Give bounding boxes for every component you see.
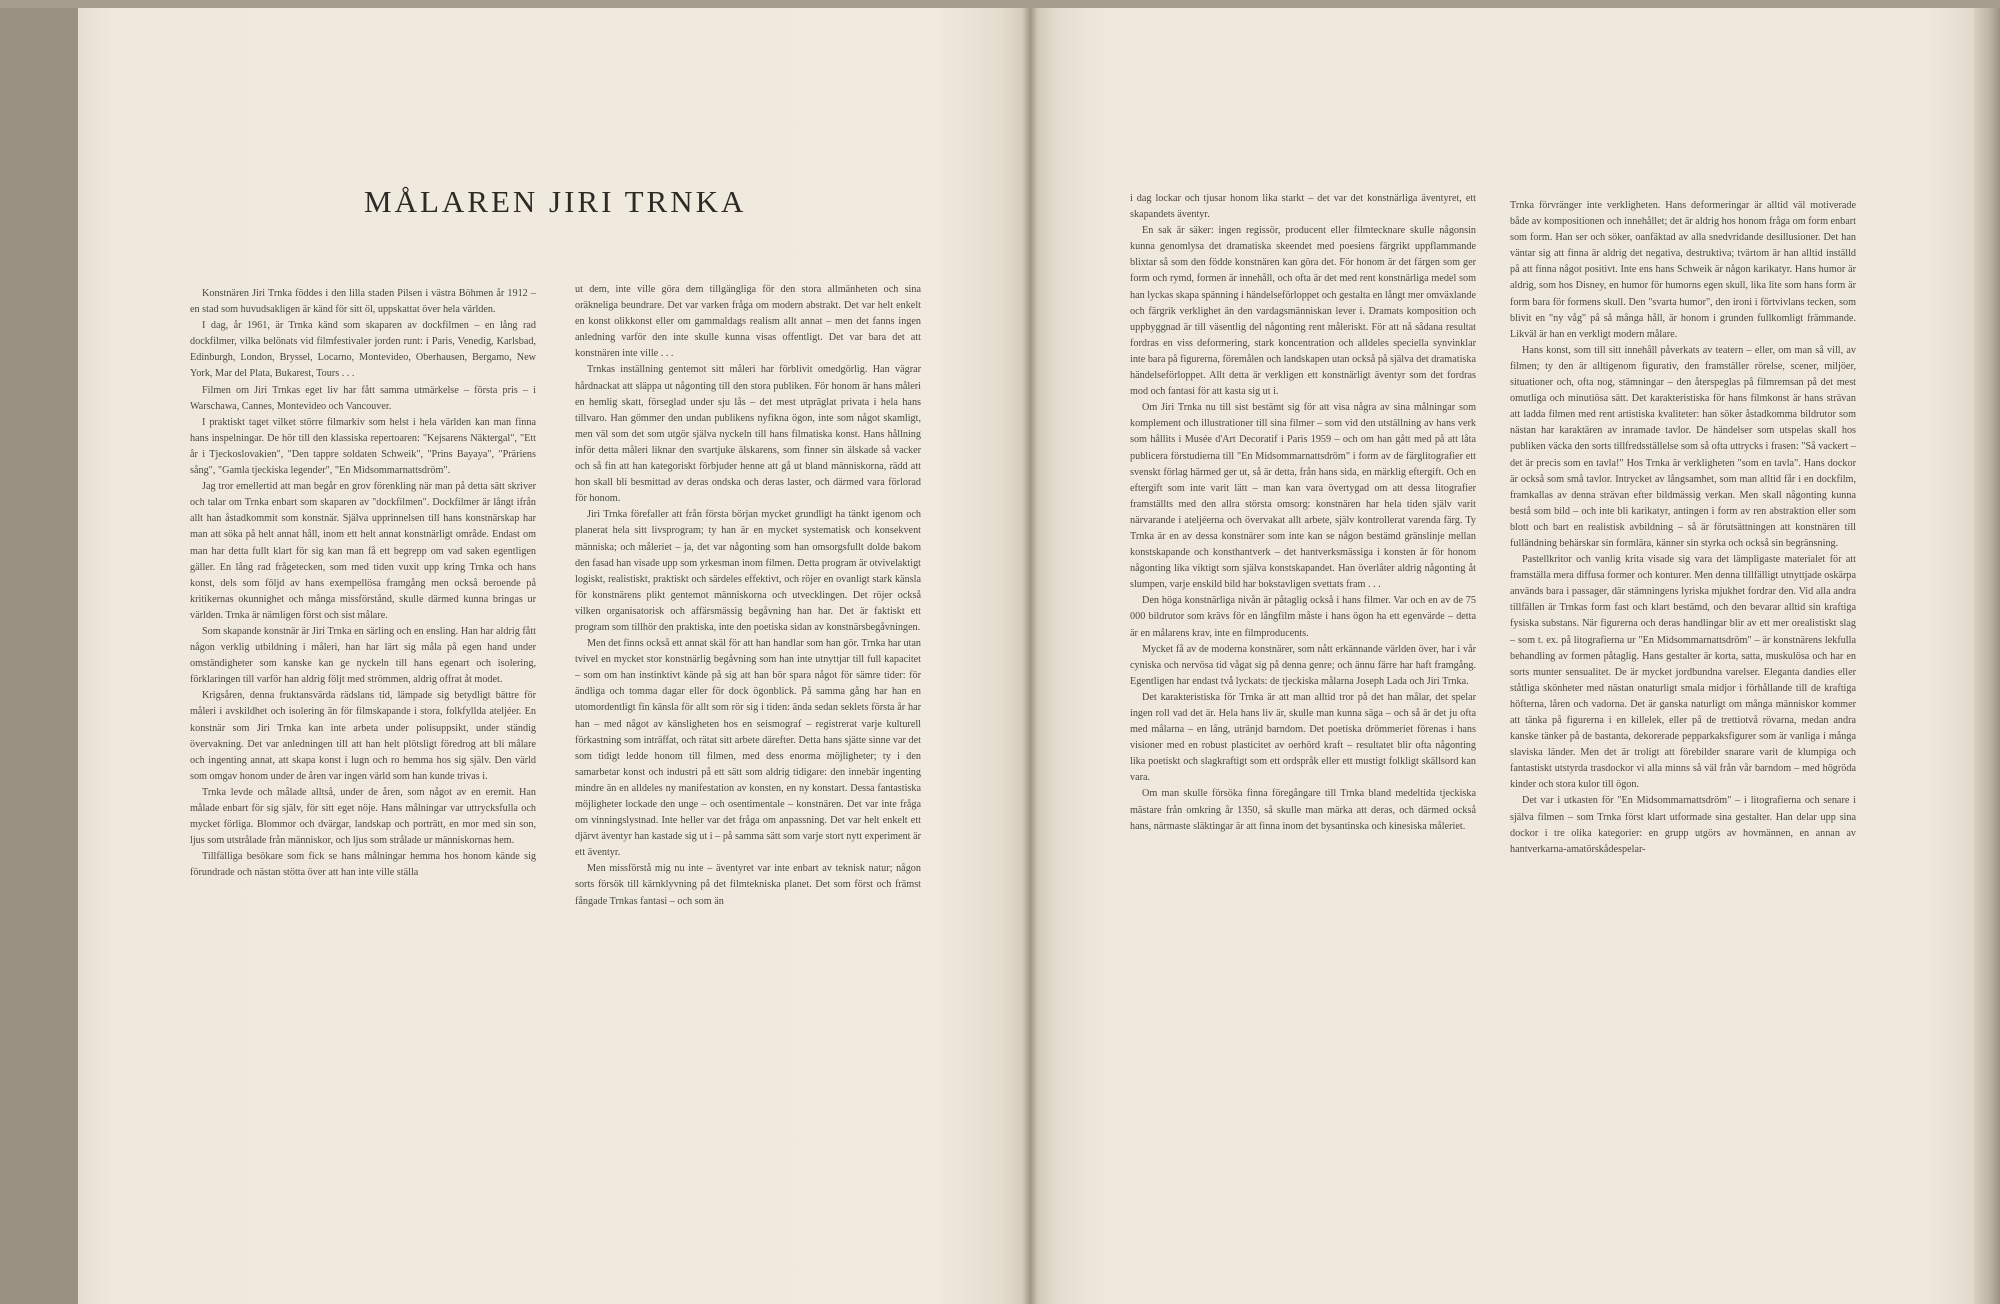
paragraph: Det karakteristiska för Trnka är att man alltid tror på det han målar, det spelar ingen roll vad det är. Hela hans liv är, skulle man kunna säga – och så är det ju ofta med målarna – en lång, utränjd barndom. Det poetiska drömmeriet förenas i hans visioner med en robust plasticitet av oerhörd kraft – resultatet blir ofta någonting lika poetiskt och slagkraftigt som ett ordspråk eller ett mustigt folkligt skällsord kan vara. [1130,691,1476,784]
paragraph: Mycket få av de moderna konstnärer, som nått erkännande världen över, har i vår cyniska och nervösa tid vågat sig på denna genre; och ännu färre har haft framgång. Egentligen har endast två lyckats: de tjeckiska målarna Joseph Lada och Jiri Trnka. [1130,643,1476,687]
article-title: MÅLAREN JIRI TRNKA [364,184,747,219]
book-gutter [1022,8,1038,1304]
paragraph: Trnkas inställning gentemot sitt måleri har förblivit omedgörlig. Han vägrar hårdnackat att släppa ut någonting till den stora publiken. För honom är hans måleri en hemlig skatt, förseglad under sju lås – det mest utpräglat privata i hela hans tillvaro. Han gömmer den undan publikens nyfikna ögon, inte som något skamligt, men väl som det som utgör själva nyckeln till hans filmatiska konst. Hans hållning inför detta måleri liknar den svartjuke älskarens, som finner sin älskade så vacker och så fin att han kategoriskt förbjuder henne att gå ut bland människorna, rädd att hon skall bli besmittad av deras ondska och deras laster, och därmed vara förlorad för honom. [575,364,921,505]
paragraph: Pastellkritor och vanlig krita visade sig vara det lämpligaste materialet för att framställa mera diffusa former och konturer. Men denna tillfälligt utnyttjade oskärpa används bara i passager, där stämningens lyriska mjukhet fordrar den. Vid alla andra tillfällen är Trnkas form fast och klart bestämd, och den bevarar alltid sin kraftiga fysiska substans. När figurerna och deras handlingar blir av ett mer orealistiskt slag – som t. ex. på litografierna ur "En Midsommarnattsdröm" – är konstnärens lekfulla behandling av formen påtaglig. Hans gestalter är korta, satta, muskulösa och har en sorts munter sensualitet. De är mycket jordbundna varelser. Eleganta dandies eller ståtliga skönheter med nästan onaturligt smala midjor i förhållande till de kraftiga höfterna, låren och vadorna. Det är ganska naturligt om många människor kommer att tänka på figurerna i en killelek, eller på de trettiotvå rövarna, medan andra kanske tänker på de bastanta, dekorerade pepparkaksfigurer som är vanliga i många slaviska länder. Men det är troligt att förebilder snarare varit de klumpiga och fantastiskt utstyrda trasdockor vi alla minns så väl från vår barndom – med högröda kinder och stora kulor till ögon. [1510,554,1856,791]
text-column-4 [1510,198,1856,1052]
paragraph: Jag tror emellertid att man begår en grov förenkling när man på detta sätt skriver och talar om Trnka enbart som skaparen av "dockfilmen". Dockfilmer är långt ifrån allt han åstadkommit som konstnär. Själva upprinnelsen till hans konstnärskap har man att söka på helt annat håll, inom ett helt annat konstnärligt område. Endast om man har detta fullt klart för sig kan man få ett begrepp om vad saken egentligen gäller. En lång rad frågetecken, som med tiden vuxit upp kring Trnka och hans konst, dels som följd av hans exempellösa framgång men också beroende på kritikernas okunnighet och många missförstånd, skulle därmed kunna bringas ur världen. Trnka är nämligen först och sist målare. [190,481,536,621]
paragraph: ut dem, inte ville göra dem tillgängliga för den stora allmänheten och sina oräkneliga beundrare. Det var varken fråga om modern abstrakt. Det var helt enkelt en konst olikkonst eller om gammaldags realism allt annat – men det fanns ingen anledning varför den inte skulle kunna visas offentligt. Det var bara det att konstnären inte ville . . . [575,284,921,360]
paragraph: Men missförstå mig nu inte – äventyret var inte enbart av teknisk natur; någon sorts försök till kärnklyvning på det filmtekniska planet. Det som först och främst fångade Trnkas fantasi – och som än [575,863,921,907]
text-column-3 [1130,191,1476,1059]
paragraph: Om Jiri Trnka nu till sist bestämt sig för att visa några av sina målningar som komplement och illustrationer till sina filmer – som vid den utställning av hans verk som hållits i Musée d'Art Decoratif i Paris 1959 – och om han gått med på att låta publicera förstudierna till "En Midsommarnattsdröm" i form av de färglitografier ett svenskt förlag härmed ger ut, så är detta, från hans sida, en märklig eftergift. Och en eftergift som inte varit lätt – man kan vara övertygad om att dessa litografier framställts med den allra största omsorg: konstnären har hela tiden själv varit närvarande i ateljéerna och övervakat allt arbete, själv kontrollerat varenda färg. Ty Trnka är en av dessa konstnärer som inte kan se någon bestämd gränslinje mellan konstskapande och konsthantverk – det hantverksmässiga i konsten är för honom någonting lika viktigt som själva konstskapandet. Han överlåter aldrig någonting åt slumpen, varje enskild bild har bokstavligen svettats fram . . . [1130,402,1476,591]
paragraph: Den höga konstnärliga nivån är påtaglig också i hans filmer. Var och en av de 75 000 bildrutor som krävs för en långfilm måste i hans ögon ha ett egenvärde – detta är en målarens krav, inte en filmproducents. [1130,595,1476,639]
paragraph: Om man skulle försöka finna föregångare till Trnka bland medeltida tjeckiska mästare från omkring år 1350, så skulle man märka att deras, och därmed också hans, närmaste släktingar är att finna inom det bysantinska och kinesiska måleriet. [1130,788,1476,832]
paragraph: Krigsåren, denna fruktansvärda rädslans tid, lämpade sig betydligt bättre för måleri i avskildhet och isolering än för filmskapande i stora, folkfyllda ateljéer. En konstnär som Jiri Trnka kan inte arbeta under polisuppsikt, under ständig övervakning. Det var anledningen till att han helt plötsligt föredrog att bli målare och ingenting annat, att skapa konst i lugn och ro hemma hos sig själv. Den värld som omgav honom under de åren var ingen värld som han kunde trivas i. [190,690,536,782]
text-column-1 [190,286,536,1076]
paragraph: Filmen om Jiri Trnkas eget liv har fått samma utmärkelse – första pris – i Warschawa, Cannes, Montevideo och Vancouver. [190,384,536,412]
paragraph: Trnka förvränger inte verkligheten. Hans deformeringar är alltid väl motiverade både av kompositionen och innehållet; det är aldrig hos honom fråga om form enbart som form. Han ser och söker, oanfäktad av alla snedvridande desillusioner. Det han väntar sig att finna är aldrig det negativa, destruktiva; tvärtom är han alltid inställd på att finna något positivt. Inte ens hans Schweik är någon karikatyr. Hans humor är aldrig, som hos Disney, en humor för humorns egen skull, lika lite som hans form är form bara för formens skull. Den "svarta humor", den ironi i förtvivlans tecken, som blivit en "ny våg" på så många håll, är honom i grunden fullkomligt främmande. Likväl är han en verkligt modern målare. [1510,200,1856,340]
text-column-2 [575,282,921,1080]
paragraph: Tillfälliga besökare som fick se hans målningar hemma hos honom kände sig förundrade och nästan stötta över att han inte ville ställa [190,851,536,879]
page-edge-stack [1974,8,2000,1304]
paragraph: I dag, år 1961, är Trnka känd som skaparen av dockfilmen – en lång rad dockfilmer, vilka belönats vid filmfestivaler jorden runt: i Paris, Venedig, Karlsbad, Edinburgh, London, Bryssel, Locarno, Montevideo, Oberhausen, Bergamo, New York, Mar del Plata, Bukarest, Tours . . . [190,320,536,380]
paragraph: Som skapande konstnär är Jiri Trnka en särling och en ensling. Han har aldrig fått någon verklig utbildning i måleri, han har lärt sig måla på egen hand under omständigheter som kanske kan ge nyckeln till hans egenart och isolering, förklaringen till varför han aldrig följt med strömmen, aldrig offrat åt modet. [190,625,536,686]
paragraph: Det var i utkasten för "En Midsommarnattsdröm" – i litografierna och senare i själva filmen – som Trnka först klart utformade sina gestalter. Han delar upp sina dockor i tre olika kategorier: en grupp utgörs av hovmännen, en annan av hantverkarna-amatörskådespelar- [1510,795,1856,855]
paragraph: Jiri Trnka förefaller att från första början mycket grundligt ha tänkt igenom och planerat hela sitt livsprogram; ty han är en mycket systematisk och konsekvent människa; och måleriet – ja, det var någonting som han omsorgsfullt dolde bakom den fasad han visade upp som yrkesman inom filmen. Detta program är otvivelaktigt logiskt, realistiskt, praktiskt och särdeles effektivt, och röjer en ovanligt stark känsla för konstnärens plikt gentemot människorna och utvecklingen. Det röjer också vilken organisatorisk och affärsmässig begåvning han har. Det är faktiskt ett program som tillhör den praktiska, inte den poetiska sidan av konstnärsbegåvningen. [575,509,921,633]
background-top-edge [0,0,2000,8]
paragraph: En sak är säker: ingen regissör, producent eller filmtecknare skulle någonsin kunna genomlysa det dramatiska skeendet med poesiens färgrikt uppflammande blixtar så som den födde konstnären kan göra det. För honom är det färgen som ger form och rymd, formen är innehåll, och ofta är det med rent konstnärliga medel som han lyckas skapa spänning i händelseförloppet och gestalta en långt mer omväxlande och färgrik verklighet än den vardagsmänniskan lever i. Dramats komposition och uppbyggnad är till väsentlig del någonting rent måleriskt. För att nå sådana resultat fordras en viss deformering, stark koncentration och alldeles speciella synvinklar inte bara på figurerna, föremålen och landskapen utan också på själva det dramatiska händelseförloppet. Allt detta är verkligen ett konstnärligt äventyr som det fordras mod och fantasi för att kasta sig ut i. [1130,225,1476,398]
paragraph: I praktiskt taget vilket större filmarkiv som helst i hela världen kan man finna hans inspelningar. De hör till den klassiska repertoaren: "Kejsarens Näktergal", "Ett år i Tjeckoslovakien", "Den tappre soldaten Schweik", "Prins Bayaya", "Präriens sång", "Gamla tjeckiska legender", "En Midsommarnattsdröm". [190,416,536,477]
paragraph: Hans konst, som till sitt innehåll påverkats av teatern – eller, om man så vill, av filmen; ty den är alltigenom figurativ, den framställer rörelse, scener, miljöer, situationer och, ofta nog, stämningar – den återspeglas på filmremsan på det mest omutliga och minutiösa sätt. Det karakteristiska för hans filmkonst är hans strävan att ladda filmen med rent artistiska kvaliteter: han söker åstadkomma bildrutor som nästan har karaktären av inramade tavlor. De händelser som utspelas skall hos publiken väcka den sorts tillfredsställelse som så ofta uttrycks i frasen: "Så vackert – det är precis som en tavla!" Hos Trnka är verkligheten "som en tavla". Hans dockor är också som små tavlor. Intrycket av långsamhet, som man alltid får i en dockfilm, framkallas av denna strävan efter bildmässig verkan. Men skall någonting kunna bestå som bild – och inte bli karikatyr, antingen i form av ren abstraktion eller som blott och bart en realistisk avbildning – så är förutsättningen att konstnären till fulländning behärskar sin formlära, känner sin styrka och också sin begränsning. [1510,344,1856,549]
paragraph: Men det finns också ett annat skäl för att han handlar som han gör. Trnka har utan tvivel en mycket stor konstnärlig begåvning som han inte utnyttjar till full kapacitet – som om han instinktivt kände på sig att han bör spara något för sämre tider: för ändliga och tomma dagar eller för dock ögonblick. På samma gång har han en utomordentligt fin känsla för allt som rör sig i tiden: ända sedan seklets första år har han – med något av känsligheten hos en seismograf – registrerat varje kulturell förkastning som inträffat, och rätat sitt arbete därefter. Detta hans sjätte sinne var det som tidigt ledde honom till filmen, med dess enorma möjligheter; ty i den samarbetar konst och industri på ett sätt som aldrig tidigare: den innebär ingenting mindre än en alldeles ny manifestation av konsten, en ny konstart. Dessa fantastiska möjligheter lockade den unge – och osentimentale – konstnären. Det var inte fråga om vinningslystnad. Inte heller var det fråga om anpassning. Det var helt enkelt ett djärvt äventyr han kastade sig ut i – på samma sätt som varje stort nytt experiment är ett äventyr. [575,638,921,859]
paragraph: Trnka levde och målade alltså, under de åren, som något av en eremit. Han målade enbart för sig själv, för sitt eget nöje. Hans målningar var uttrycksfulla och mycket förliga. Blommor och dvärgar, landskap och porträtt, en mor med sin son, ljus som utstrålade från människor, och ljus som strålade ur människornas hem. [190,786,536,847]
paragraph: Konstnären Jiri Trnka föddes i den lilla staden Pilsen i västra Böhmen år 1912 – en stad som huvudsakligen är känd för sitt öl, uppskattat över hela världen. [190,288,536,316]
paragraph: i dag lockar och tjusar honom lika starkt – det var det konstnärliga äventyret, ett skapandets äventyr. [1130,193,1476,221]
